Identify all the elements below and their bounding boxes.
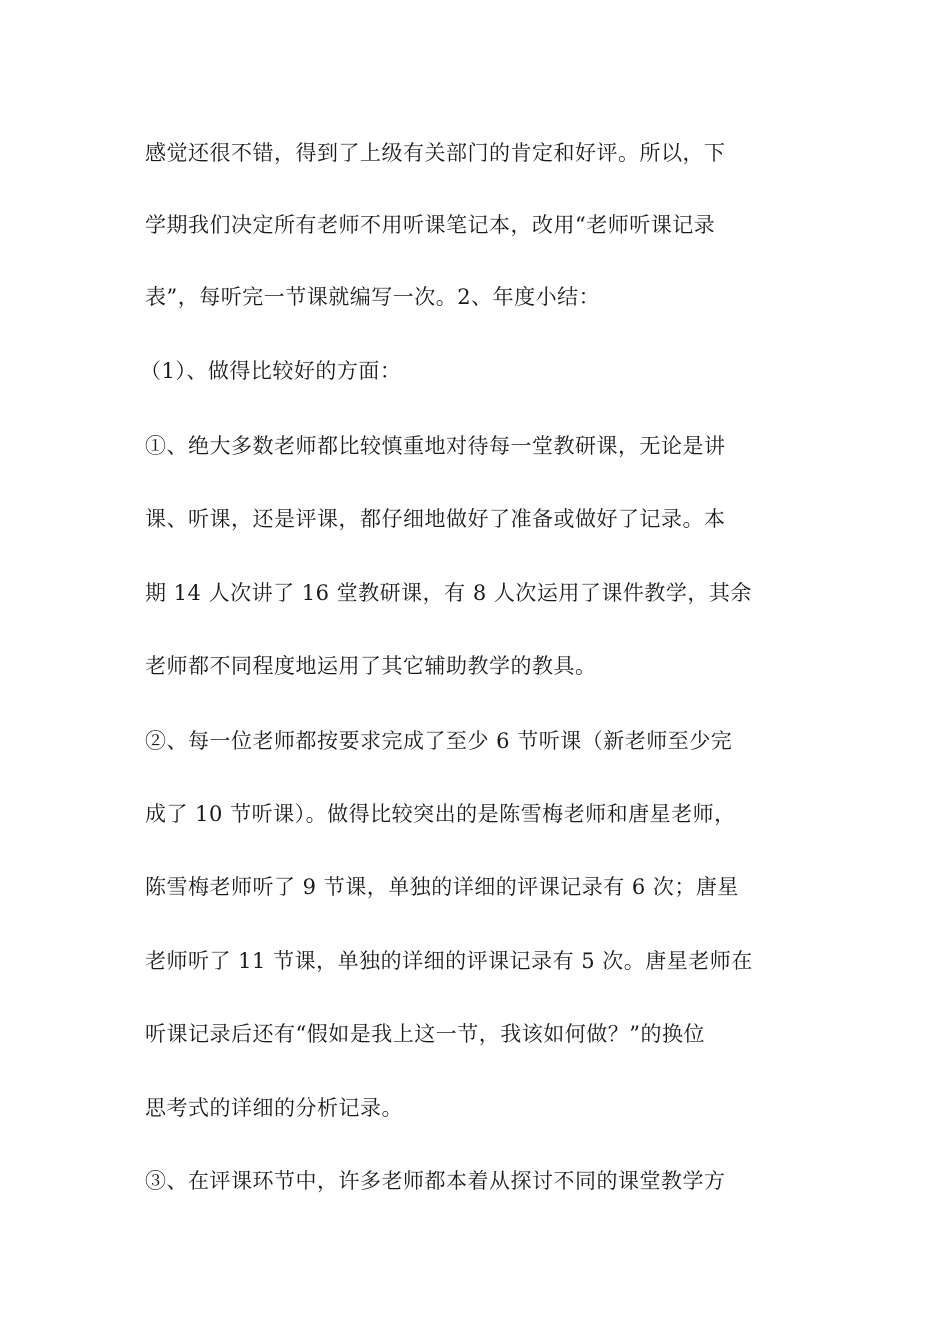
text-line: 陈雪梅老师听了 9 节课，单独的详细的评课记录有 6 次；唐星 bbox=[145, 875, 739, 899]
text-line: 听课记录后还有“假如是我上这一节，我该如何做？”的换位 bbox=[145, 1022, 705, 1046]
text-line: ③、在评课环节中，许多老师都本着从探讨不同的课堂教学方 bbox=[145, 1169, 726, 1193]
section-heading: （1）、做得比较好的方面： bbox=[140, 359, 402, 383]
text-line: 老师听了 11 节课，单独的详细的评课记录有 5 次。唐星老师在 bbox=[145, 949, 753, 973]
text-line: 思考式的详细的分析记录。 bbox=[145, 1096, 403, 1120]
text-line: 课、听课，还是评课，都仔细地做好了准备或做好了记录。本 bbox=[145, 507, 726, 531]
text-line: ①、绝大多数老师都比较慎重地对待每一堂教研课，无论是讲 bbox=[145, 434, 726, 458]
text-line: 成了 10 节听课）。做得比较突出的是陈雪梅老师和唐星老师， bbox=[145, 802, 736, 826]
text-line: 期 14 人次讲了 16 堂教研课，有 8 人次运用了课件教学，其余 bbox=[145, 581, 752, 605]
text-line: 老师都不同程度地运用了其它辅助教学的教具。 bbox=[145, 654, 597, 678]
text-line: 学期我们决定所有老师不用听课笔记本，改用“老师听课记录 bbox=[145, 213, 716, 237]
text-line: 表”，每听完一节课就编写一次。2、年度小结： bbox=[145, 285, 601, 309]
text-line: 感觉还很不错，得到了上级有关部门的肯定和好评。所以，下 bbox=[145, 141, 726, 165]
text-line: ②、每一位老师都按要求完成了至少 6 节听课（新老师至少完 bbox=[145, 729, 733, 753]
